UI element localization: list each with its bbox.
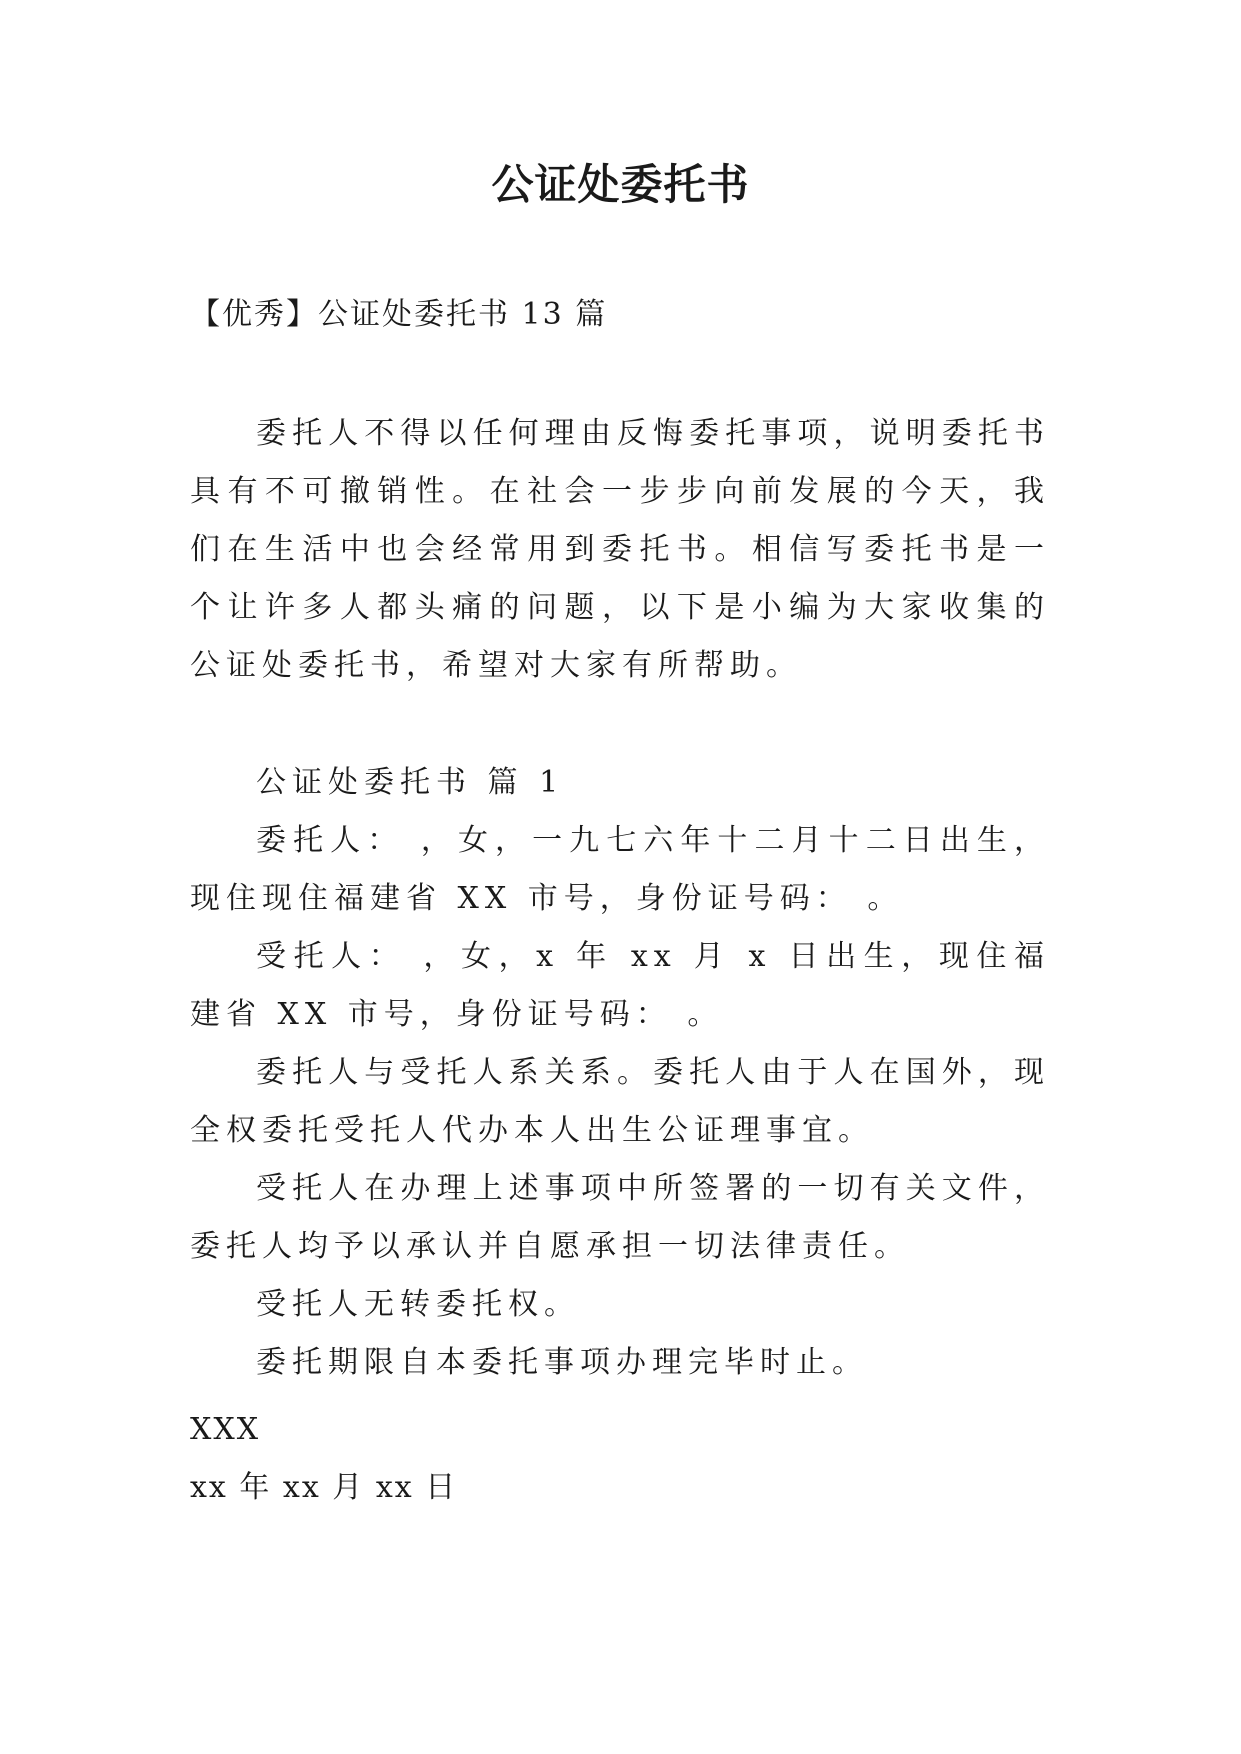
signature-date: xx 年 xx 月 xx 日 — [190, 1470, 458, 1505]
intro-paragraph: 委托人不得以任何理由反悔委托事项，说明委托书具有不可撤销性。在社会一步步向前发展的今天，我们在生活中也会经常用到委托书。相信写委托书是一个让许多人都头痛的问题，以下是小编为大家收集的公证处委托书，希望对大家有所帮助。 — [190, 416, 1050, 683]
paragraph-term: 委托期限自本委托事项办理完毕时止。 — [256, 1345, 868, 1380]
signature-name: XXX — [190, 1412, 261, 1447]
paragraph-principal: 委托人： ，女，一九七六年十二月十二日出生，现住现住福建省 XX 市号，身份证号码： 。 — [190, 823, 1050, 916]
document-subtitle: 【优秀】公证处委托书 13 篇 — [190, 297, 608, 332]
paragraph-no-subdelegation: 受托人无转委托权。 — [256, 1287, 580, 1322]
paragraph-relationship: 委托人与受托人系关系。委托人由于人在国外，现全权委托受托人代办本人出生公证理事宜。 — [190, 1055, 1050, 1148]
paragraph-liability: 受托人在办理上述事项中所签署的一切有关文件，委托人均予以承认并自愿承担一切法律责任。 — [190, 1171, 1050, 1264]
section-content — [190, 754, 1050, 1392]
section-heading: 公证处委托书 篇 1 — [256, 765, 565, 800]
paragraph-agent: 受托人： ，女，x 年 xx 月 x 日出生，现住福建省 XX 市号，身份证号码： 。 — [190, 939, 1050, 1032]
document-title: 公证处委托书 — [491, 160, 750, 209]
